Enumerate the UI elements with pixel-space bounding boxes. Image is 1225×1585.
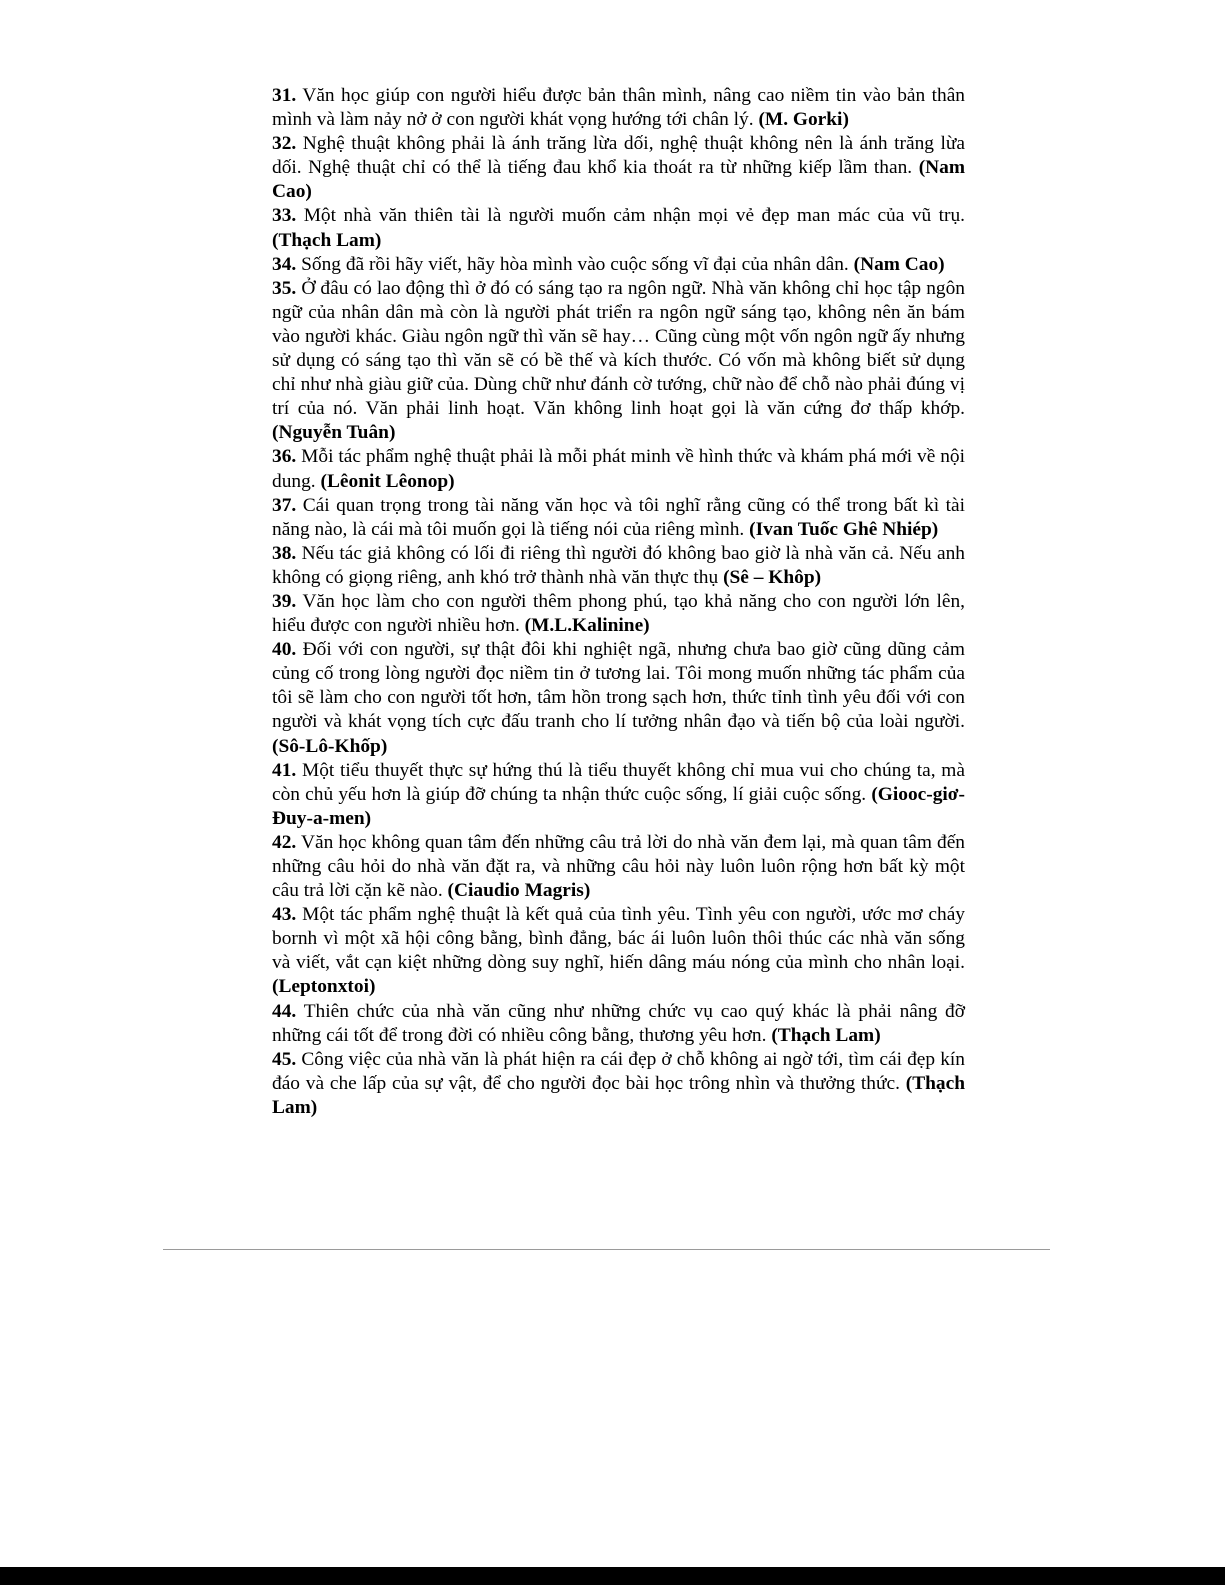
quote-number: 34. — [272, 253, 297, 275]
quote-number: 39. — [272, 590, 297, 612]
quote-text: Một nhà văn thiên tài là người muốn cảm nhận mọi vẻ đẹp man mác của vũ trụ. — [303, 205, 965, 227]
quote-author: (Nguyễn Tuân) — [272, 422, 396, 444]
quote-item — [272, 831, 965, 903]
quote-text: Văn học giúp con người hiểu được bản thân mình, nâng cao niềm tin vào bản thân mình và làm nảy nở ở con người khát vọng hướng tới chân lý. — [272, 85, 965, 131]
footer-divider — [163, 1249, 1050, 1250]
quote-item — [272, 204, 965, 252]
quote-text: Mỗi tác phẩm nghệ thuật phải là mỗi phát minh về hình thức và khám phá mới về nội dung. — [272, 446, 965, 492]
quote-author: (Giooc-giơ-Đuy-a-men) — [272, 783, 965, 829]
quote-item — [272, 590, 965, 638]
quote-author: (Leptonxtoi) — [272, 976, 376, 998]
quote-item — [272, 903, 965, 999]
quote-text: Cái quan trọng trong tài năng văn học và tôi nghĩ rằng cũng có thể trong bất kì tài năng nào, là cái mà tôi muốn gọi là tiếng nói của riêng mình. — [272, 494, 965, 540]
quote-author: (Nam Cao) — [853, 253, 945, 275]
quote-number: 38. — [272, 542, 297, 564]
quote-text: Nếu tác giả không có lối đi riêng thì người đó không bao giờ là nhà văn cả. Nếu anh không có giọng riêng, anh khó trở thành nhà văn thực thụ — [272, 542, 965, 588]
quote-list — [272, 84, 965, 1120]
quote-author: (Sê – Khôp) — [723, 566, 822, 588]
quote-item — [272, 542, 965, 590]
quote-item — [272, 253, 965, 277]
quote-item — [272, 638, 965, 758]
quote-number: 33. — [272, 205, 297, 227]
quote-author: (Ciaudio Magris) — [447, 880, 591, 902]
quote-text: Văn học làm cho con người thêm phong phú, tạo khả năng cho con người lớn lên, hiểu được con người nhiều hơn. — [272, 590, 965, 637]
page-bottom-bar — [0, 1567, 1225, 1585]
quote-author: (Thạch Lam) — [771, 1024, 881, 1046]
quote-number: 37. — [272, 494, 297, 516]
quote-text: Đối với con người, sự thật đôi khi nghiệt ngã, nhưng chưa bao giờ cũng dũng cảm củng cố trong lòng người đọc niềm tin ở tương lai. Tôi mong muốn những tác phẩm của tôi sẽ làm cho con người tốt hơn, tâm hồn trong sạch hơn, thức tỉnh tình yêu đối với con người và khát vọng tích cực đấu tranh cho lí tưởng nhân đạo và tiến bộ của loài người. — [272, 639, 965, 733]
quote-author: (M.L.Kalinine) — [524, 615, 650, 637]
quote-item — [272, 1000, 965, 1048]
quote-item — [272, 759, 965, 831]
quote-text: Văn học không quan tâm đến những câu trả lời do nhà văn đem lại, mà quan tâm đến những câu hỏi do nhà văn đặt ra, và những câu hỏi này luôn luôn rộng hơn bất kỳ một câu trả lời cặn kẽ nào. — [272, 831, 966, 902]
quote-number: 42. — [272, 831, 297, 853]
quote-number: 31. — [272, 85, 297, 106]
quote-author: (Thạch Lam) — [272, 229, 382, 251]
quote-author: (Nam Cao) — [272, 157, 965, 203]
quote-text: Một tác phẩm nghệ thuật là kết quả của tình yêu. Tình yêu con người, ước mơ cháy bornh vì một xã hội công bằng, bình đẳng, bác ái luôn luôn thôi thúc các nhà văn sống và viết, vắt cạn kiệt những dòng suy nghĩ, hiến dâng máu nóng của mình cho nhân loại. — [272, 904, 965, 974]
quote-number: 36. — [272, 446, 297, 468]
quote-item — [272, 84, 965, 132]
quote-author: (Thạch Lam) — [272, 1072, 965, 1118]
quote-text: Ở đâu có lao động thì ở đó có sáng tạo ra ngôn ngữ. Nhà văn không chỉ học tập ngôn ngữ của nhân dân mà còn là người phát triển ra ngôn ngữ sáng tạo, không nên ăn bám vào người khác. Giàu ngôn ngữ thì văn sẽ hay… Cũng cùng một vốn ngôn ngữ ấy nhưng sử dụng có sáng tạo thì văn sẽ có bề thế và kích thước. Có vốn mà không biết sử dụng chỉ như nhà giàu giữ của. Dùng chữ như đánh cờ tướng, chữ nào để chỗ nào phải đúng vị trí của nó. Văn phải linh hoạt. Văn không linh hoạt gọi là văn cứng đơ thấp khớp. — [272, 277, 965, 420]
quote-item — [272, 494, 965, 542]
quote-author: (M. Gorki) — [758, 109, 849, 131]
quote-number: 40. — [272, 639, 297, 661]
quote-text: Sống đã rồi hãy viết, hãy hòa mình vào cuộc sống vĩ đại của nhân dân. — [301, 253, 849, 275]
quote-number: 45. — [272, 1048, 297, 1070]
quote-number: 41. — [272, 759, 297, 781]
quote-text: Thiên chức của nhà văn cũng như những chức vụ cao quý khác là phải nâng đỡ những cái tốt để trong đời có nhiều công bằng, thương yêu hơn. — [272, 1000, 966, 1046]
quote-text: Một tiểu thuyết thực sự hứng thú là tiểu thuyết không chỉ mua vui cho chúng ta, mà còn chủ yếu hơn là giúp đỡ chúng ta nhận thức cuộc sống, lí giải cuộc sống. — [272, 759, 965, 805]
quote-item — [272, 1048, 965, 1120]
quote-item — [272, 445, 965, 493]
quote-author: (Ivan Tuốc Ghê Nhiép) — [749, 518, 939, 540]
quote-item — [272, 277, 965, 446]
quote-number: 44. — [272, 1000, 297, 1022]
quote-text: Nghệ thuật không phải là ánh trăng lừa dối, nghệ thuật không nên là ánh trăng lừa dối. Nghệ thuật chỉ có thể là tiếng đau khổ kia thoát ra từ những kiếp lầm than. — [272, 133, 965, 179]
quote-number: 35. — [272, 277, 297, 299]
quote-text: Công việc của nhà văn là phát hiện ra cái đẹp ở chỗ không ai ngờ tới, tìm cái đẹp kín đáo và che lấp của sự vật, để cho người đọc bài học trông nhìn và thưởng thức. — [272, 1048, 965, 1094]
quote-number: 43. — [272, 904, 297, 926]
quote-item — [272, 132, 965, 204]
quote-author: (Lêonit Lêonop) — [320, 470, 455, 492]
quote-number: 32. — [272, 133, 297, 155]
quote-author: (Sô-Lô-Khốp) — [272, 735, 388, 757]
